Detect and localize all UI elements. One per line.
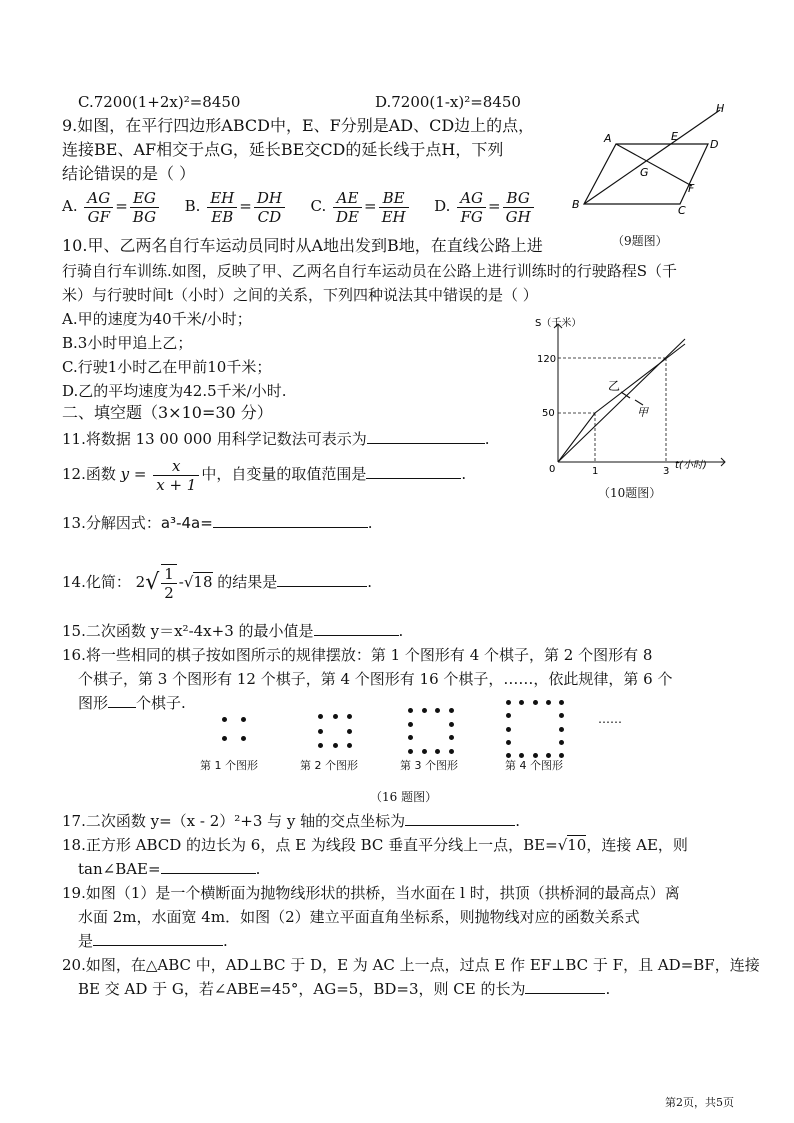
pointer-jia <box>635 400 643 405</box>
q9-option-d: D. $\frac{AG}{FG}$ = $\frac{BG}{GH}$ <box>434 197 536 215</box>
chess-piece <box>506 700 511 705</box>
q18-line1: 18.正方形 ABCD 的边长为 6，点 E 为线段 BC 垂直平分线上一点，BE=√10，连接 AE，则 <box>62 836 688 854</box>
q20-blank[interactable] <box>525 979 605 994</box>
chess-piece <box>435 708 440 713</box>
q15-blank[interactable] <box>314 621 399 636</box>
chess-piece <box>559 700 564 705</box>
chess-piece <box>408 708 413 713</box>
pattern-2-label: 第 2 个图形 <box>300 759 358 772</box>
chess-piece <box>519 700 524 705</box>
q11: 11.将数据 13 00 000 用科学记数法可表示为 . <box>62 430 490 448</box>
chess-piece <box>506 727 511 732</box>
q10-line3: 米）与行驶时间t（小时）之间的关系，下列四种说法其中错误的是（ ） <box>62 286 538 304</box>
chess-piece <box>318 743 323 748</box>
page-footer: 第2页，共5页 <box>665 1096 734 1109</box>
chess-piece <box>408 735 413 740</box>
chess-piece <box>347 743 352 748</box>
q16-line2: 个棋子，第 3 个图形有 12 个棋子，第 4 个图形有 16 个棋子，……，依此规律，第 6 个 <box>78 670 673 688</box>
tick-50: 50 <box>542 408 555 419</box>
pattern-4-label: 第 4 个图形 <box>505 759 563 772</box>
chess-piece <box>422 749 427 754</box>
q16-caption: （16 题图） <box>370 790 438 804</box>
chess-piece <box>559 713 564 718</box>
q9-line2: 连接BE、AF相交于点G，延长BE交CD的延长线于点H，下列 <box>62 140 504 159</box>
option-8d: D.7200(1-x)²=8450 <box>375 93 521 111</box>
label-c: C <box>678 204 686 217</box>
q11-blank[interactable] <box>367 429 485 444</box>
q10-caption: （10题图） <box>598 486 662 500</box>
section-2-heading: 二、填空题（3×10=30 分） <box>62 403 273 422</box>
pattern-1 <box>222 717 246 741</box>
tick-1: 1 <box>592 466 599 477</box>
pattern-3-label: 第 3 个图形 <box>400 759 458 772</box>
q9-figure <box>568 98 728 218</box>
q13-blank[interactable] <box>213 513 368 528</box>
label-a: A <box>604 132 612 145</box>
chess-piece <box>222 717 227 722</box>
q9-option-c: C. $\frac{AE}{DE}$ = $\frac{BE}{EH}$ <box>311 197 416 215</box>
q14-blank[interactable] <box>277 572 367 587</box>
chess-piece <box>318 714 323 719</box>
q19-line2: 水面 2m，水面宽 4m．如图（2）建立平面直角坐标系，则抛物线对应的函数关系式 <box>78 908 640 926</box>
q16-line3: 图形 个棋子. <box>78 694 186 712</box>
chess-piece <box>347 714 352 719</box>
label-h: H <box>716 102 725 115</box>
option-8c: C.7200(1+2x)²=8450 <box>78 93 241 111</box>
q10-option-c: C.行驶1小时乙在甲前10千米； <box>62 358 272 376</box>
chess-piece <box>449 749 454 754</box>
chess-piece <box>318 729 323 734</box>
q9-option-b: B. $\frac{EH}{EB}$ = $\frac{DH}{CD}$ <box>185 197 292 215</box>
q16-line1: 16.将一些相同的棋子按如图所示的规律摆放：第 1 个图形有 4 个棋子，第 2 个图形有 8 <box>62 646 653 664</box>
line-bh <box>584 110 720 204</box>
q10-option-b: B.3小时甲追上乙； <box>62 334 193 352</box>
q9-line3: 结论错误的是（ ） <box>62 164 196 183</box>
chess-piece <box>408 722 413 727</box>
q10-option-a: A.甲的速度为40千米/小时； <box>62 310 252 328</box>
q12: 12.函数 y = $\frac{x}{x + 1}$ 中，自变量的取值范围是 . <box>62 456 467 494</box>
chess-piece <box>422 708 427 713</box>
q13: 13.分解因式：a³-4a= . <box>62 514 373 532</box>
chess-piece <box>241 736 246 741</box>
chess-piece <box>222 736 227 741</box>
q12-blank[interactable] <box>366 464 461 479</box>
q16-blank[interactable] <box>108 693 136 708</box>
chess-piece <box>449 722 454 727</box>
q10-chart <box>525 312 740 477</box>
q18-line2: tan∠BAE= . <box>78 860 261 878</box>
q18-blank[interactable] <box>161 859 256 874</box>
pattern-more: …… <box>598 712 622 726</box>
chess-piece <box>546 700 551 705</box>
label-d: D <box>710 138 719 151</box>
chess-piece <box>347 729 352 734</box>
chess-piece <box>559 740 564 745</box>
q14: 14.化简： 2√ $\frac{1}{2}$ -√18 的结果是 . <box>62 565 373 602</box>
label-g: G <box>640 166 649 179</box>
chess-piece <box>506 713 511 718</box>
chess-piece <box>435 749 440 754</box>
chess-piece <box>533 700 538 705</box>
q15: 15.二次函数 y＝x²-4x+3 的最小值是 . <box>62 622 404 640</box>
line-af <box>616 144 692 186</box>
tick-120: 120 <box>537 354 557 365</box>
q19-blank[interactable] <box>93 931 223 946</box>
chess-piece <box>241 717 246 722</box>
pattern-4 <box>506 700 564 758</box>
tick-3: 3 <box>663 466 670 477</box>
chess-piece <box>333 743 338 748</box>
pattern-1-label: 第 1 个图形 <box>200 759 258 772</box>
tick-0: 0 <box>549 464 556 475</box>
label-f: F <box>688 182 695 195</box>
q10-line1: 10.甲、乙两名自行车运动员同时从A地出发到B地，在直线公路上进 <box>62 236 543 255</box>
chart-xlabel: t(小时) <box>675 460 707 471</box>
label-yi: 乙 <box>608 379 621 393</box>
label-jia: 甲 <box>637 406 648 419</box>
q9-caption: （9题图） <box>612 234 668 248</box>
q9-option-a: A. $\frac{AG}{GF}$ = $\frac{EG}{BG}$ <box>62 197 166 215</box>
label-e: E <box>671 130 678 143</box>
q17: 17.二次函数 y=（x - 2）²+3 与 y 轴的交点坐标为 . <box>62 812 520 830</box>
q9-line1: 9.如图，在平行四边形ABCD中，E、F分别是AD、CD边上的点， <box>62 116 535 135</box>
q20-line2: BE 交 AD 于 G，若∠ABE=45°，AG=5，BD=3，则 CE 的长为 . <box>78 980 611 998</box>
pattern-2 <box>318 714 352 748</box>
q9-options <box>62 186 536 226</box>
chess-piece <box>559 727 564 732</box>
chess-piece <box>506 740 511 745</box>
label-b: B <box>572 198 580 211</box>
chess-piece <box>449 708 454 713</box>
q19-line1: 19.如图（1）是一个横断面为抛物线形状的拱桥，当水面在 l 时，拱顶（拱桥洞的最高点）离 <box>62 884 680 902</box>
q10-option-d: D.乙的平均速度为42.5千米/小时. <box>62 382 287 400</box>
chess-piece <box>408 749 413 754</box>
q19-line3: 是 . <box>78 932 228 950</box>
q20-line1: 20.如图，在△ABC 中，AD⊥BC 于 D，E 为 AC 上一点，过点 E 作 EF⊥BC 于 F，且 AD=BF，连接 <box>62 956 760 974</box>
chart-ylabel: S（千米） <box>535 318 582 329</box>
chess-piece <box>333 714 338 719</box>
chess-piece <box>449 735 454 740</box>
pattern-3 <box>408 708 454 754</box>
q10-line2: 行骑自行车训练.如图，反映了甲、乙两名自行车运动员在公路上进行训练时的行驶路程S（千 <box>62 262 678 280</box>
q17-blank[interactable] <box>405 811 515 826</box>
